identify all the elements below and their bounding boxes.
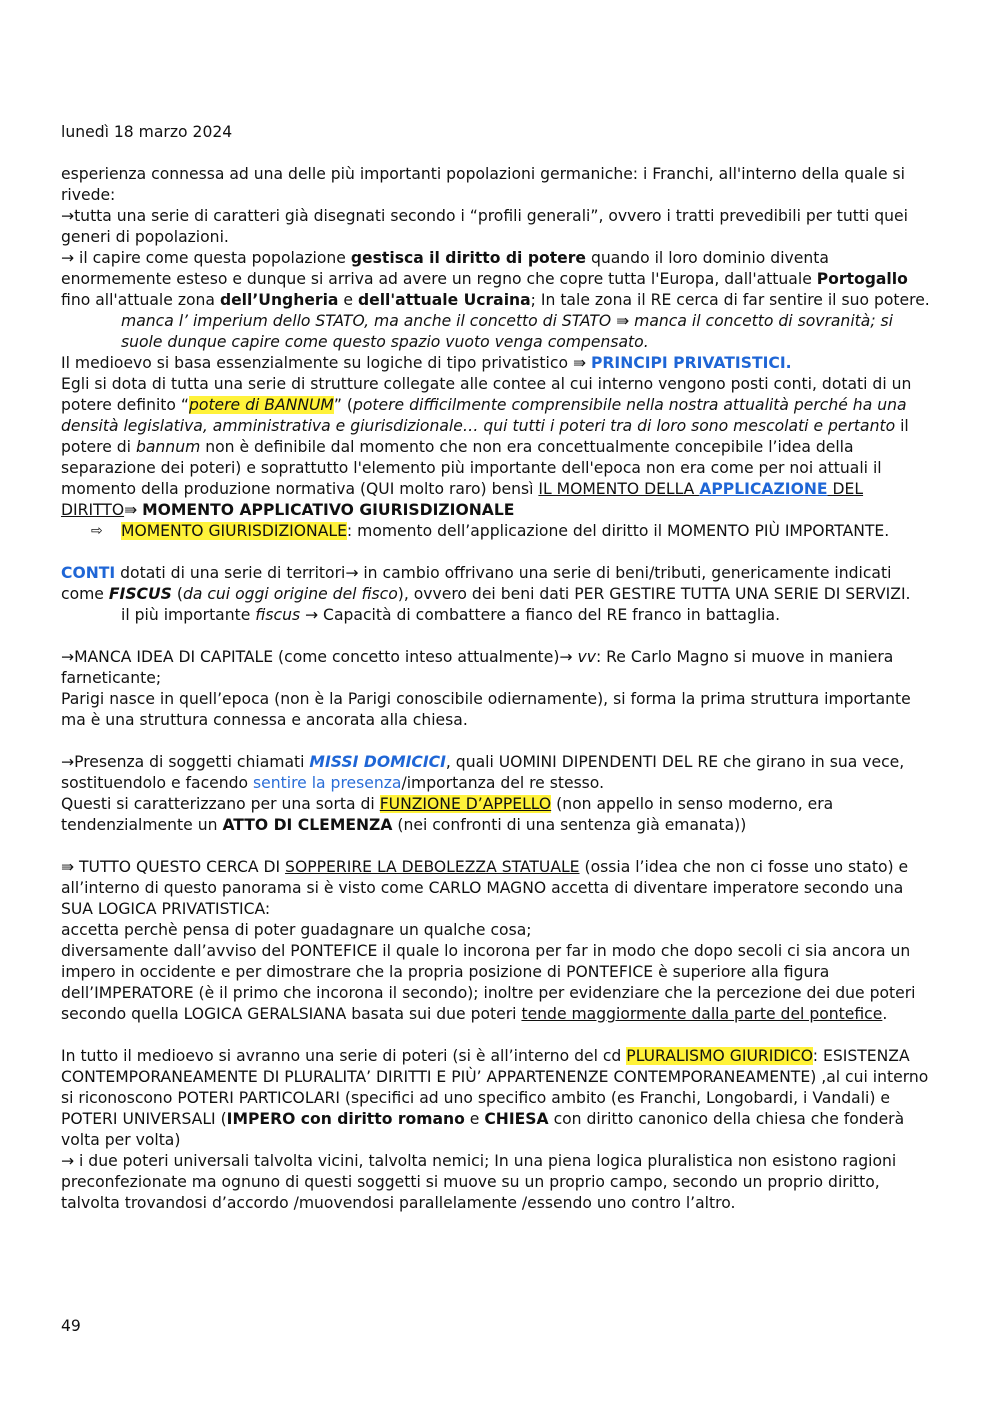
paragraph-parigi: Parigi nasce in quell’epoca (non è la Parigi conoscibile odiernamente), si forma la prima struttura importante ma è una struttura connessa e ancorata alla chiesa.	[61, 690, 911, 729]
paragraph-missi: →Presenza di soggetti chiamati MISSI DOMICICI, quali UOMINI DIPENDENTI DEL RE che girano in sua vece, sostituendolo e facendo sentire la presenza/importanza del re stesso.	[61, 753, 905, 792]
paragraph-debolezza: ⇛ TUTTO QUESTO CERCA DI SOPPERIRE LA DEBOLEZZA STATUALE (ossia l’idea che non ci fosse uno stato) e all’interno di questo panorama si è visto come CARLO MAGNO accetta di diventare imperatore secondo una SUA LOGICA PRIVATISTICA:	[61, 858, 909, 918]
document-page	[61, 122, 933, 1214]
paragraph-intro: esperienza connessa ad una delle più importanti popolazioni germaniche: i Franchi, all'interno della quale si rivede:	[61, 165, 905, 204]
paragraph-fiscus: il più importante fiscus → Capacità di combattere a fianco del RE franco in battaglia.	[121, 606, 781, 624]
page-date: lunedì 18 marzo 2024	[61, 123, 233, 141]
paragraph-capitale: →MANCA IDEA DI CAPITALE (come concetto inteso attualmente)→ vv: Re Carlo Magno si muove in maniera farneticante;	[61, 648, 894, 687]
paragraph-profiles: →tutta una serie di caratteri già disegnati secondo i “profili generali”, ovvero i tratti prevedibili per tutti quei generi di popolazioni.	[61, 207, 908, 246]
paragraph-pontefice: diversamente dall’avviso del PONTEFICE il quale lo incorona per far in modo che dopo secoli ci sia ancora un impero in occidente e per dimostrare che la propria posizione di PONTEFICE è superiore alla figura dell’IMPERATORE (è il primo che incorona il secondo); inoltre per evidenziare che la percezione dei due poteri secondo quella LOGICA GERALSIANA basata sui due poteri tende maggiormente dalla parte del pontefice.	[61, 942, 916, 1023]
bullet-text: MOMENTO GIURISDIZIONALE: momento dell’applicazione del diritto il MOMENTO PIÙ IMPORTANTE.	[121, 522, 890, 540]
paragraph-bannum: Egli si dota di tutta una serie di strutture collegate alle contee al cui interno vengono posti conti, dotati di un potere definito “potere di BANNUM” (potere difficilmente comprensibile nella nostra attualità perché ha una densità legislativa, amministrativa e giurisdizionale… qui tutti i poteri tra di loro sono mescolati e pertanto il potere di bannum non è definibile dal momento che non era concettualmente concepibile l’idea della separazione dei poteri) e soprattutto l'elemento più importante dell'epoca non era come per noi attuali il momento della produzione normativa (QUI molto raro) bensì IL MOMENTO DELLA APPLICAZIONE DEL DIRITTO⇛ MOMENTO APPLICATIVO GIURISDIZIONALE	[61, 375, 912, 519]
paragraph-pluralismo: In tutto il medioevo si avranno una serie di poteri (si è all’interno del cd PLURALISMO GIURIDICO: ESISTENZA CONTEMPORANEAMENTE DI PLURALITA’ DIRITTI E PIÙ’ APPARTENENZE CONTEMPORANEAMENTE) ,al cui interno si riconoscono POTERI PARTICOLARI (specifici ad uno specifico ambito (es Franchi, Longobardi, i Vandali) e POTERI UNIVERSALI (IMPERO con diritto romano e CHIESA con diritto canonico della chiesa che fonderà volta per volta)	[61, 1047, 929, 1149]
paragraph-power: → il capire come questa popolazione gestisca il diritto di potere quando il loro dominio diventa enormemente esteso e dunque si arriva ad avere un regno che copre tutta l'Europa, dall'attuale Portogallo fino all'attuale zona dell’Ungheria e dell'attuale Ucraina; In tale zona il RE cerca di far sentire il suo potere.	[61, 249, 930, 309]
paragraph-poteri-universali: → i due poteri universali talvolta vicini, talvolta nemici; In una piena logica pluralistica non esistono ragioni preconfezionate ma ognuno di questi soggetti si muove su un proprio campo, secondo un proprio diritto, talvolta trovandosi d’accordo /muovendosi parallelamente /essendo uno contro l’altro.	[61, 1152, 897, 1212]
paragraph-appello: Questi si caratterizzano per una sorta di FUNZIONE D’APPELLO (non appello in senso moderno, era tendenzialmente un ATTO DI CLEMENZA (nei confronti di una sentenza già emanata))	[61, 795, 834, 834]
paragraph-accetta: accetta perchè pensa di poter guadagnare un qualche cosa;	[61, 921, 532, 939]
paragraph-private-principles: Il medioevo si basa essenzialmente su logiche di tipo privatistico ⇛ PRINCIPI PRIVATISTICI.	[61, 354, 792, 372]
bullet-item	[61, 521, 933, 542]
arrow-bullet-icon: ⇨	[91, 523, 103, 539]
page-number: 49	[61, 1317, 81, 1335]
paragraph-conti: CONTI dotati di una serie di territori→ in cambio offrivano una serie di beni/tributi, genericamente indicati come FISCUS (da cui oggi origine del fisco), ovvero dei beni dati PER GESTIRE TUTTA UNA SERIE DI SERVIZI.	[61, 564, 911, 603]
paragraph-imperium: manca l’ imperium dello STATO, ma anche il concetto di STATO ⇛ manca il concetto di sovranità; si suole dunque capire come questo spazio vuoto venga compensato.	[121, 312, 893, 351]
